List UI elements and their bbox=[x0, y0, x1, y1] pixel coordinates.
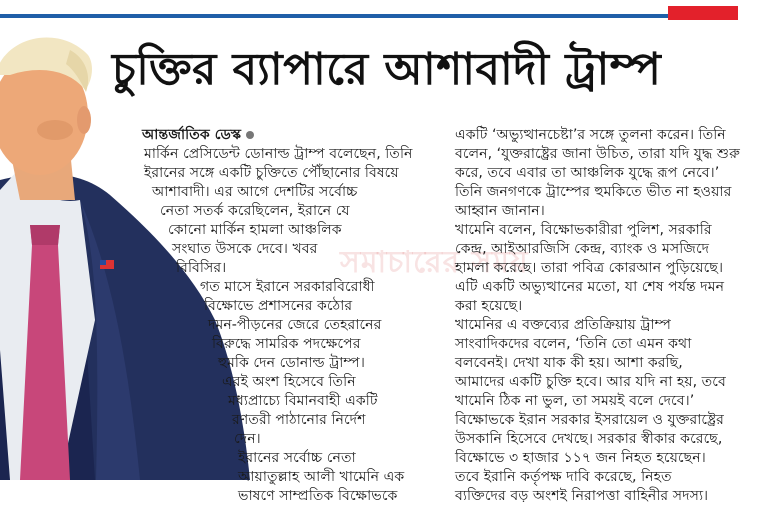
column-2-line: হামলা করেছে। তারা পবিত্র কোরআন পুড়িয়েছে। bbox=[455, 260, 724, 276]
column-2-line: বিক্ষোভকে ইরান সরকার ইসরায়েল ও যুক্তরাষ্ট্রের bbox=[455, 412, 724, 428]
top-rule bbox=[0, 14, 668, 18]
column-1-line: ইরানের সর্বোচ্চ নেতা bbox=[238, 450, 356, 466]
column-1-line: মধ্যপ্রাচ্যে বিমানবাহী একটি bbox=[228, 393, 378, 409]
column-2-line: আহ্বান জানান। bbox=[455, 203, 545, 219]
column-1-line: হুমকি দেন ডোনাল্ড ট্রাম্প। bbox=[218, 355, 365, 371]
column-2-line: খামেনি ঠিক না ভুল, তা সময়ই বলে দেবে।’ bbox=[455, 393, 695, 409]
column-2-line: সাংবাদিকদের বলেন, ‘তিনি তো এমন কথা bbox=[455, 336, 692, 352]
column-1-line: ইরানের সঙ্গে একটি চুক্তিতে পৌঁছানোর বিষয়ে bbox=[144, 165, 399, 181]
column-1-line: আশাবাদী। এর আগে দেশটির সর্বোচ্চ bbox=[152, 184, 358, 200]
column-1-line: এরই অংশ হিসেবে তিনি bbox=[222, 374, 356, 390]
column-1-line: দমন-পীড়নের জেরে তেহরানের bbox=[208, 317, 382, 333]
column-1-line: রণতরী পাঠানোর নির্দেশ bbox=[232, 412, 366, 428]
column-2-line: করে, তবে এবার তা আঞ্চলিক যুদ্ধে রূপ নেবে।’ bbox=[455, 165, 720, 181]
column-2-line: খামেনি বলেন, বিক্ষোভকারীরা পুলিশ, সরকারি bbox=[455, 222, 712, 238]
article-column-1 bbox=[96, 126, 456, 504]
column-1-line: বিবিসির। bbox=[176, 260, 227, 276]
column-2-line: বিক্ষোভে ৩ হাজার ১১৭ জন নিহত হয়েছেন। bbox=[455, 450, 706, 466]
column-1-line: দেন। bbox=[234, 431, 261, 447]
column-2-line: তিনি জনগণকে ট্রাম্পের হুমকিতে ভীত না হওয়ার bbox=[455, 184, 732, 200]
column-2-line: কেন্দ্র, আইআরজিসি কেন্দ্র, ব্যাংক ও মসজিদে bbox=[455, 241, 710, 257]
column-1-line: সংঘাত উসকে দেবে। খবর bbox=[172, 241, 318, 257]
column-2-lines bbox=[455, 126, 767, 506]
top-accent-bar bbox=[668, 6, 738, 20]
column-1-line: মার্কিন প্রেসিডেন্ট ডোনাল্ড ট্রাম্প বলেছেন, তিনি bbox=[144, 146, 413, 162]
column-2-line: বলবেনই। দেখা যাক কী হয়। আশা করছি, bbox=[455, 355, 683, 371]
column-1-line: বিরুদ্ধে সামরিক পদক্ষেপের bbox=[212, 336, 361, 352]
column-2-line: তবে ইরানি কর্তৃপক্ষ দাবি করেছে, নিহত bbox=[455, 469, 672, 485]
column-1-lines bbox=[96, 145, 456, 506]
column-2-line: ব্যক্তিদের বড় অংশই নিরাপত্তা বাহিনীর সদস্য। bbox=[455, 488, 709, 504]
column-1-line: আয়াতুল্লাহ আলী খামেনি এক bbox=[238, 469, 405, 485]
column-1-line: ভাষণে সাম্প্রতিক বিক্ষোভকে bbox=[238, 488, 398, 504]
column-2-line: একটি ‘অভ্যুত্থানচেষ্টা’র সঙ্গে তুলনা করেন। তিনি bbox=[455, 127, 726, 143]
column-2-line: আমাদের একটি চুক্তি হবে। আর যদি না হয়, তবে bbox=[455, 374, 726, 390]
column-2-line: করা হয়েছে। bbox=[455, 298, 523, 314]
column-2-line: খামেনির এ বক্তব্যের প্রতিক্রিয়ায় ট্রাম্প bbox=[455, 317, 672, 333]
article-column-2 bbox=[455, 126, 767, 504]
column-2-line: বলেন, ‘যুক্তরাষ্ট্রের জানা উচিত, তারা যদি যুদ্ধ শুরু bbox=[455, 146, 740, 162]
column-1-line: নেতা সতর্ক করেছিলেন, ইরানে যে bbox=[160, 203, 350, 219]
column-1-line: গত মাসে ইরানে সরকারবিরোধী bbox=[200, 279, 375, 295]
publication-watermark: সমাচারের সময় bbox=[340, 245, 529, 280]
column-1-line: বিক্ষোভে প্রশাসনের কঠোর bbox=[204, 298, 353, 314]
column-2-line: এটি একটি অভ্যুত্থানের মতো, যা শেষ পর্যন্ত দমন bbox=[455, 279, 725, 295]
dateline: আন্তর্জাতিক ডেস্ক bbox=[96, 126, 456, 145]
column-2-line: উসকানি হিসেবে দেখছে। সরকার স্বীকার করেছে, bbox=[455, 431, 723, 447]
column-1-line: কোনো মার্কিন হামলা আঞ্চলিক bbox=[168, 222, 342, 238]
headline: চুক্তির ব্যাপারে আশাবাদী ট্রাম্প bbox=[112, 44, 662, 95]
bullet-dot-icon bbox=[246, 131, 254, 139]
